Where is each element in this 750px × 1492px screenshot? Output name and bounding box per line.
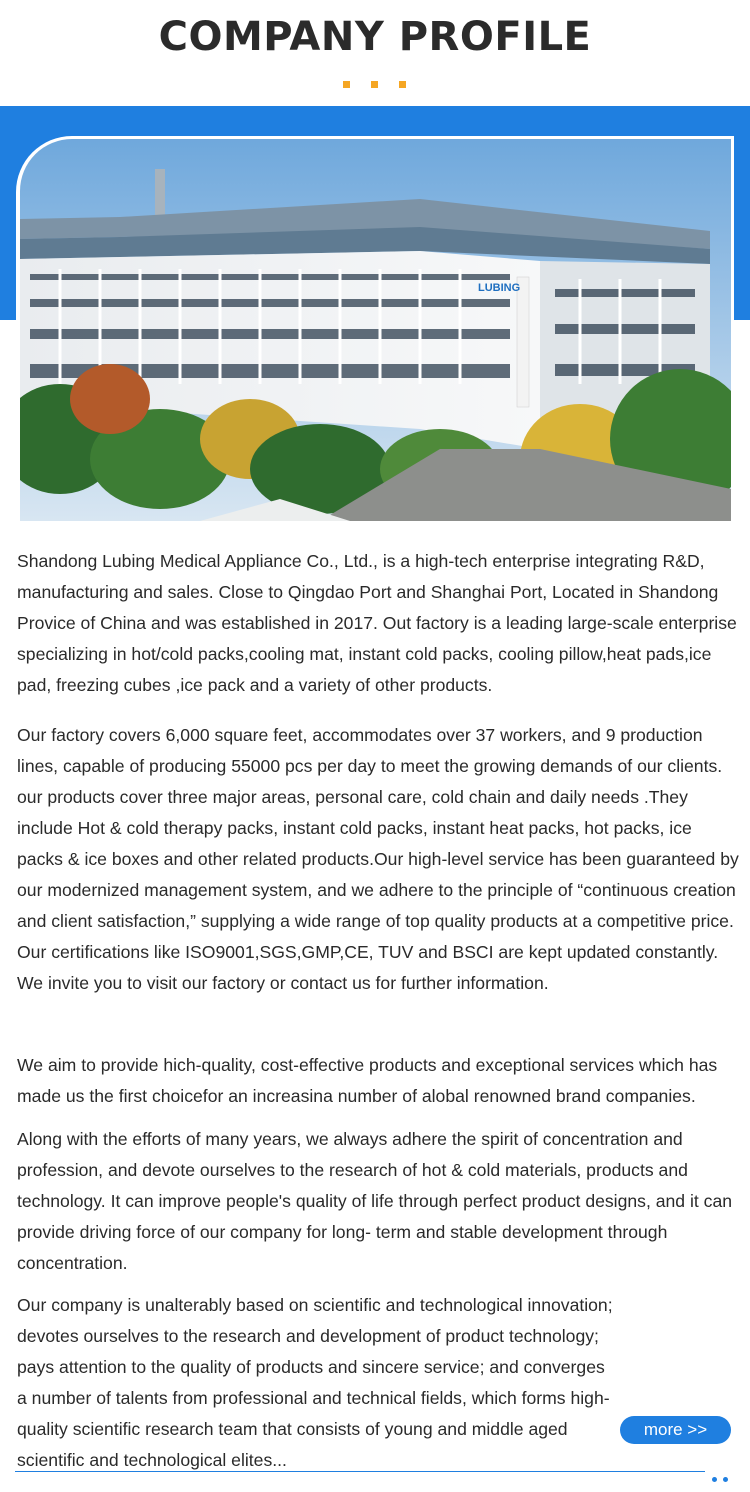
- page-title: COMPANY PROFILE: [158, 14, 592, 60]
- paragraph-factory: Our factory covers 6,000 square feet, accommodates over 37 workers, and 9 production lines, capable of producing 55000 pcs per day to meet the growing demands of our clients. our products cover three major areas, personal care, cold chain and daily needs .They include Hot & cold therapy packs, instant cold packs, instant heat packs, hot packs, ice packs & ice boxes and other related products.Our high-level service has been guaranteed by our modernized management system, and we adhere to the principle of “continuous creation and client satisfaction,” supplying a wide range of top quality products at a competitive price. Our certifications like ISO9001,SGS,GMP,CE, TUV and BSCI are kept updated constantly. We invite you to visit our factory or contact us for further information.: [17, 725, 739, 993]
- footer-divider: [15, 1471, 705, 1472]
- footer-dots: [712, 1469, 734, 1487]
- more-button[interactable]: more >>: [620, 1416, 731, 1444]
- paragraph-efforts: Along with the efforts of many years, we always adhere the spirit of concentration and profession, and devote ourselves to the research of hot & cold materials, products and technology. It can improve people's quality of life through perfect product designs, and it can provide driving force of our company for long- term and stable development through concentration.: [17, 1129, 733, 1273]
- title-accent-dots: [343, 75, 427, 93]
- paragraph-intro: Shandong Lubing Medical Appliance Co., Ltd., is a high-tech enterprise integrating R&D, manufacturing and sales. Close to Qingdao Port and Shanghai Port, Located in Shandong Provice of China and was established in 2017. Out factory is a leading large-scale enterprise specializing in hot/cold packs,cooling mat, instant cold packs, cooling pillow,heat pads,ice pad, freezing cubes ,ice pack and a variety of other products.: [17, 551, 737, 695]
- paragraph-innovation: Our company is unalterably based on scientific and technological innovation; devotes ourselves to the research and development of product technology; pays attention to the quality of products and sincere service; and converges a number of talents from professional and technical fields, which forms high- quality scientific research team that consists of young and middle aged scientific and technological elites...: [17, 1295, 613, 1470]
- paragraph-aim: We aim to provide hich-quality, cost-effective products and exceptional services which has made us the first choicefor an increasina number of alobal renowned brand companies.: [17, 1055, 718, 1106]
- factory-photo: [20, 139, 731, 521]
- building-sign: LUBING: [478, 282, 521, 294]
